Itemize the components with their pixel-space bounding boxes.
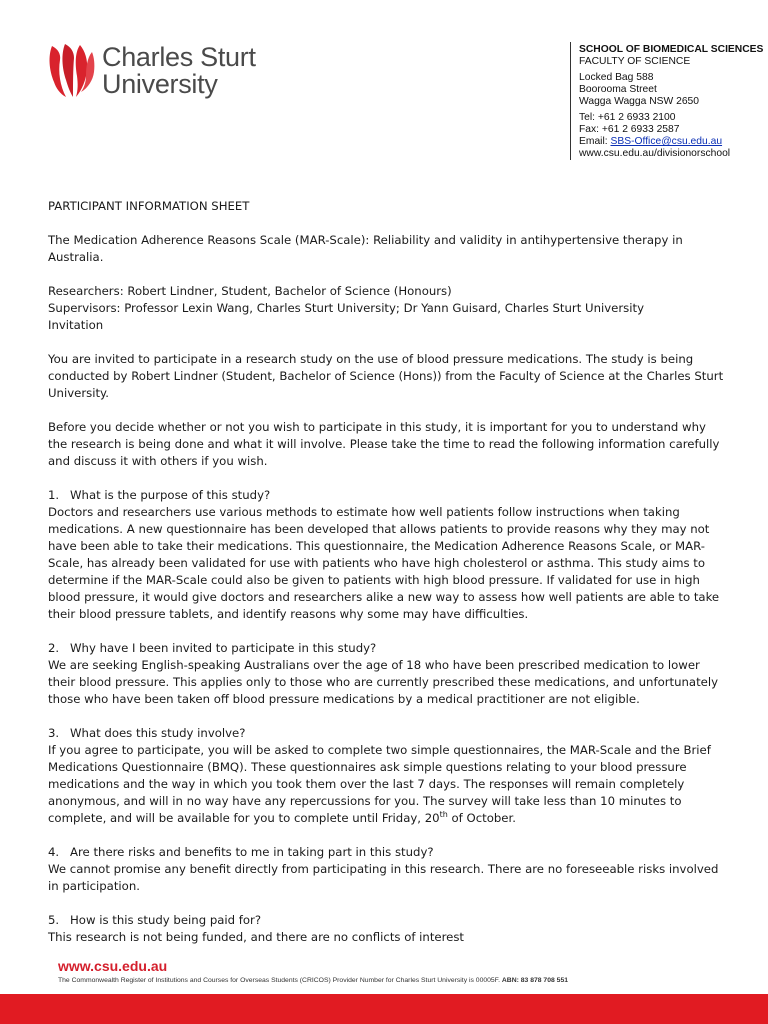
- document-heading: PARTICIPANT INFORMATION SHEET: [48, 199, 250, 213]
- telephone: Tel: +61 2 6933 2100: [579, 112, 676, 123]
- abn-number: ABN: 83 878 708 551: [501, 977, 568, 984]
- section-answer: If you agree to participate, you will be asked to complete two simple questionnaires, the MAR-Scale and the Brief Medications Questionnaire (BMQ). These questionnaires ask simple questions relating to your blood pressure medications and the way in which you took them over the last 7 days. The responses will remain completely anonymous, and will in no way have any repercussions for you. The survey will take less than 10 minutes to complete, and will be available for you to complete until Friday, 20th of October.: [48, 743, 711, 825]
- university-logo: [46, 42, 266, 98]
- logo-line-1: Charles Sturt: [102, 42, 256, 72]
- school-name: SCHOOL OF BIOMEDICAL SCIENCES: [579, 44, 764, 55]
- section-question: How is this study being paid for?: [70, 913, 262, 927]
- address-line: Wagga Wagga NSW 2650: [579, 96, 699, 107]
- section-invited: [48, 640, 728, 708]
- intro-paragraph: You are invited to participate in a research study on the use of blood pressure medications. The study is being conducted by Robert Lindner (Student, Bachelor of Science (Hons)) from the Faculty of Science at the Charles Sturt University.: [48, 352, 724, 400]
- section-number: 5.: [48, 913, 60, 927]
- document-body: [48, 198, 728, 946]
- address-block: [570, 42, 768, 160]
- address-line: Boorooma Street: [579, 84, 657, 95]
- section-answer: Doctors and researchers use various methods to estimate how well patients follow instructions when taking medications. A new questionnaire has been developed that allows patients to provide reasons why they may not have been able to take their medications. This questionnaire, the Medication Adherence Reasons Scale, or MAR-Scale, has already been validated for use with patients who have high cholesterol or asthma. This study aims to determine if the MAR-Scale could also be given to patients with high blood pressure. If validated for use in high blood pressure, it would give doctors and researchers alike a new way to assess how well patients are able to take their blood pressure tablets, and identify reasons why some may have difficulties.: [48, 505, 720, 621]
- invitation-heading: Invitation: [48, 318, 104, 332]
- footer-website-link[interactable]: www.csu.edu.au: [58, 958, 168, 974]
- section-answer: We are seeking English-speaking Australians over the age of 18 who have been prescribed medication to lower their blood pressure. This applies only to those who are currently prescribed these medications, and unfortunately those who have been taken off blood pressure medications by a medical practitioner are not eligible.: [48, 658, 719, 706]
- faculty-name: FACULTY OF SCIENCE: [579, 56, 691, 67]
- email-row: [579, 136, 768, 148]
- researchers-line: Researchers: Robert Lindner, Student, Bachelor of Science (Honours): [48, 284, 452, 298]
- section-answer: We cannot promise any benefit directly from participating in this research. There are no foreseeable risks involved in participation.: [48, 862, 719, 893]
- section-answer: This research is not being funded, and there are no conflicts of interest: [48, 930, 465, 944]
- section-question: What is the purpose of this study?: [70, 488, 271, 502]
- email-label: Email:: [579, 136, 611, 147]
- section-purpose: [48, 487, 728, 623]
- email-link[interactable]: SBS-Office@csu.edu.au: [610, 136, 723, 147]
- section-number: 2.: [48, 641, 60, 655]
- section-risks: [48, 844, 728, 895]
- section-number: 3.: [48, 726, 60, 740]
- website: www.csu.edu.au/divisionorschool: [579, 148, 731, 159]
- section-question: What does this study involve?: [70, 726, 246, 740]
- ordinal-suffix: th: [439, 810, 448, 820]
- fax: Fax: +61 2 6933 2587: [579, 124, 680, 135]
- section-question: Are there risks and benefits to me in taking part in this study?: [70, 845, 434, 859]
- cricos-notice: The Commonwealth Register of Institutions and Courses for Overseas Students (CRICOS) Provider Number for Charles Sturt University is 00005F. ABN: 83 878 708 551: [58, 977, 568, 984]
- section-number: 4.: [48, 845, 60, 859]
- address-line: Locked Bag 588: [579, 72, 654, 83]
- section-number: 1.: [48, 488, 60, 502]
- footer-red-bar: [0, 994, 768, 1024]
- section-question: Why have I been invited to participate in this study?: [70, 641, 377, 655]
- study-title: The Medication Adherence Reasons Scale (MAR-Scale): Reliability and validity in antihypertensive therapy in Australia.: [48, 233, 683, 264]
- logo-line-2: University: [102, 69, 218, 99]
- before-paragraph: Before you decide whether or not you wish to participate in this study, it is important for you to understand why the research is being done and what it will involve. Please take the time to read the following information carefully and discuss it with others if you wish.: [48, 420, 720, 468]
- flame-emblem-icon: [46, 42, 96, 98]
- section-funding: [48, 912, 728, 946]
- supervisors-line: Supervisors: Professor Lexin Wang, Charles Sturt University; Dr Yann Guisard, Charles Sturt University: [48, 301, 644, 315]
- section-involve: [48, 725, 728, 827]
